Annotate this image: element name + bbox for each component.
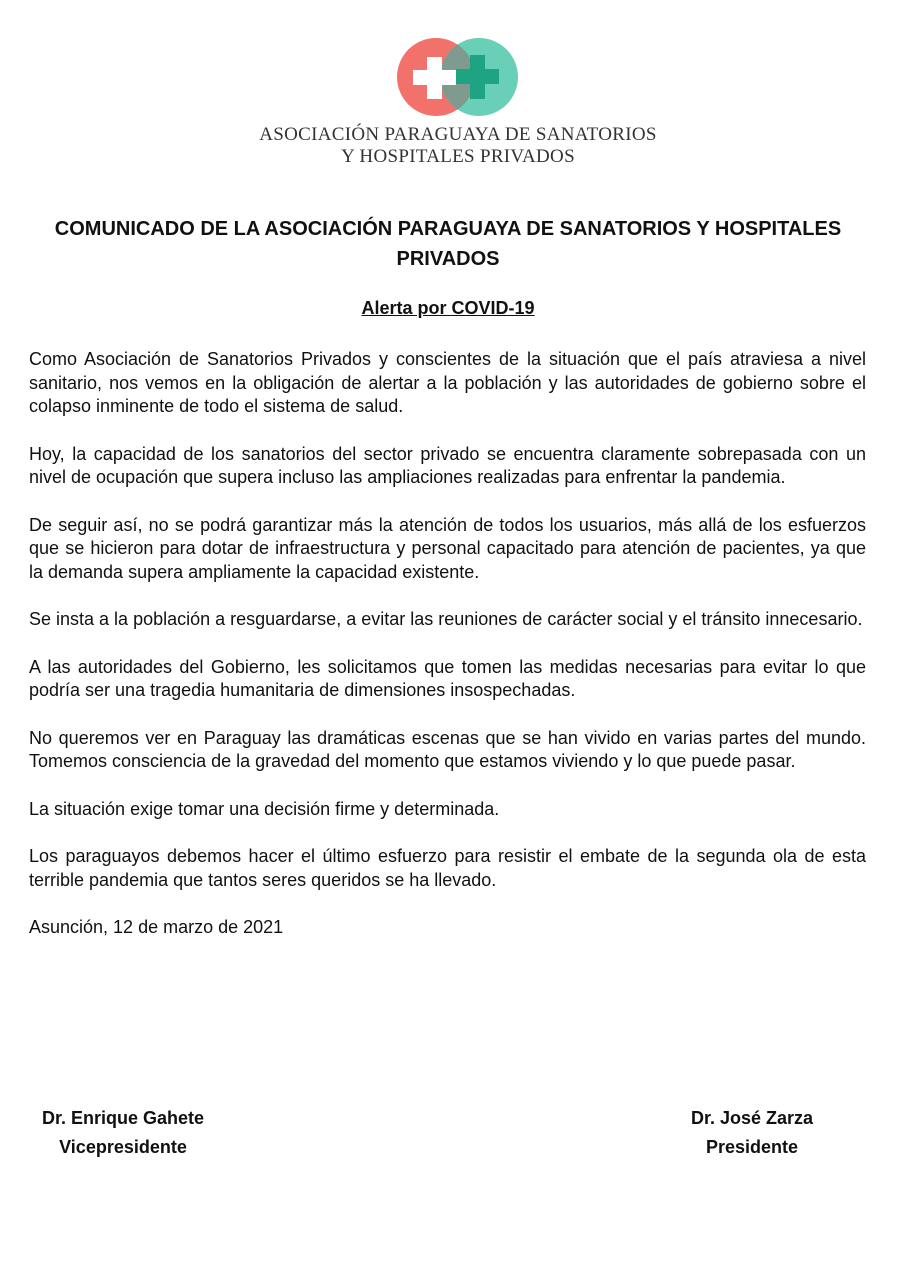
signature-role: Vicepresidente [59, 1137, 187, 1157]
paragraph: Hoy, la capacidad de los sanatorios del sector privado se encuentra claramente sobrepasada con un nivel de ocupación que supera incluso las ampliaciones realizadas para enfrentar la pandemia. [29, 443, 866, 487]
signature-vicepresident [28, 1104, 218, 1162]
paragraph: Se insta a la población a resguardarse, a evitar las reuniones de carácter social y el tránsito innecesario. [29, 609, 863, 629]
date-line: Asunción, 12 de marzo de 2021 [29, 917, 284, 937]
signature-president [676, 1104, 828, 1162]
header-logo-block [0, 36, 916, 168]
paragraph: Como Asociación de Sanatorios Privados y conscientes de la situación que el país atraviesa a nivel sanitario, nos vemos en la obligación de alertar a la población y las autoridades de gobierno sobre el colapso inminente de todo el sistema de salud. [29, 349, 866, 416]
paragraph: Los paraguayos debemos hacer el último esfuerzo para resistir el embate de la segunda ola de esta terrible pandemia que tantos seres queridos se ha llevado. [29, 846, 866, 890]
org-name-line-1: ASOCIACIÓN PARAGUAYA DE SANATORIOS [259, 124, 657, 145]
document-title: COMUNICADO DE LA ASOCIACIÓN PARAGUAYA DE SANATORIOS Y HOSPITALES PRIVADOS [54, 218, 842, 270]
paragraph: La situación exige tomar una decisión firme y determinada. [29, 798, 500, 819]
logo-green-cross-h [456, 69, 499, 84]
signature-name: Dr. Enrique Gahete [41, 1108, 205, 1128]
signature-role: Presidente [705, 1137, 799, 1157]
paragraph: No queremos ver en Paraguay las dramáticas escenas que se han vivido en varias partes del mundo. Tomemos consciencia de la gravedad del momento que estamos viviendo y lo que puede pasar. [29, 727, 866, 771]
signature-name: Dr. José Zarza [690, 1108, 814, 1128]
org-name-line-2: Y HOSPITALES PRIVADOS [341, 146, 575, 167]
paragraph: De seguir así, no se podrá garantizar más la atención de todos los usuarios, más allá de los esfuerzos que se hicieron para dotar de infraestructura y personal capacitado para atención de pacientes, ya que la demanda supera ampliamente la capacidad existente. [29, 514, 866, 582]
medical-cross-circles-logo-icon [396, 36, 520, 118]
organization-name [0, 124, 916, 168]
paragraph: A las autoridades del Gobierno, les solicitamos que tomen las medidas necesarias para evitar lo que podría ser una tragedia humanitaria de dimensiones insospechadas. [29, 656, 866, 700]
document-subtitle: Alerta por COVID-19 [361, 298, 535, 318]
document-body [29, 348, 866, 964]
logo-white-cross-h [413, 70, 456, 85]
